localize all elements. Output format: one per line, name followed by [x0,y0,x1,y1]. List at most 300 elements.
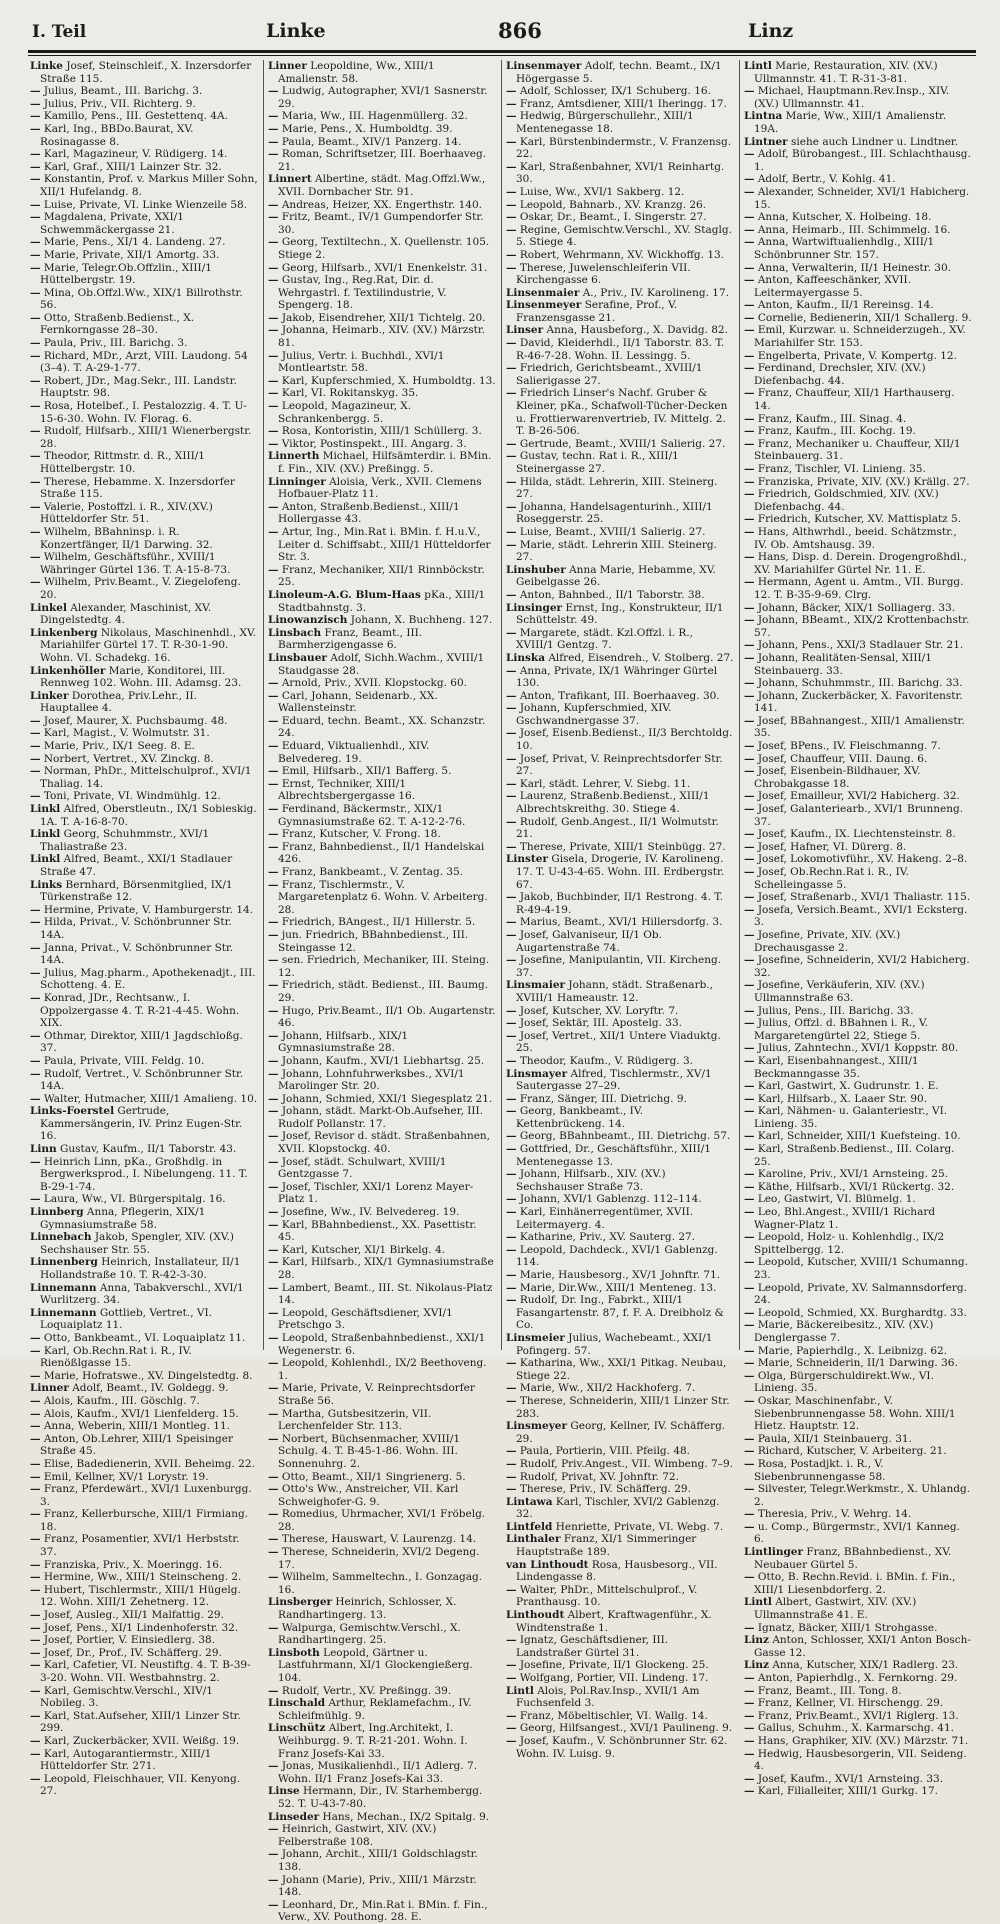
entry-name: — [30,1684,41,1697]
entry-details: Henriette, Private, VI. Webg. 7. [555,1520,724,1533]
directory-entry [268,614,496,627]
entry-name: — [268,1823,279,1836]
directory-entry [268,879,496,917]
directory-entry [744,1596,972,1621]
entry-name: — [506,916,517,929]
entry-name: — [30,1092,41,1105]
directory-entry [506,1055,734,1068]
directory-entry [30,1471,258,1484]
entry-details: Rosa, Kontoristin, XIII/1 Schüllerg. 3. [281,425,482,438]
directory-entry [506,262,734,287]
entry-name: — [744,274,755,287]
directory-entry [506,1206,734,1231]
directory-entry [268,1685,496,1698]
entry-name: — [744,236,755,249]
directory-entry [268,627,496,652]
directory-entry [268,740,496,765]
entry-name: — [268,1243,279,1256]
directory-entry [30,753,258,766]
entry-details: Marie, Hausbesorg., XV/1 Johnftr. 71. [519,1269,721,1281]
directory-entry [268,1030,496,1055]
entry-details: Marie, Priv., IX/1 Seeg. 8. E. [43,740,195,753]
entry-details: Hermine, Ww., XIII/1 Steinscheng. 2. [43,1571,242,1584]
entry-details: Anna, Kutscher, X. Holbeing. 18. [757,211,932,224]
entry-name: — [744,677,755,690]
directory-entry [506,841,734,854]
entry-details: Anna, Heimarb., III. Schimmelg. 16. [757,223,951,236]
directory-entry [30,1370,258,1383]
entry-name: — [268,261,279,274]
entry-details: Adolf, Bertr., V. Kohlg. 41. [757,173,896,186]
entry-name: — [268,777,279,790]
entry-details: Emil, Kellner, XV/1 Lorystr. 19. [43,1470,209,1483]
entry-name: Linthoudt [506,1609,565,1622]
entry-name: Linkl [30,853,61,866]
directory-entry [506,1143,734,1168]
directory-entry [744,1659,972,1672]
entry-name: — [30,991,41,1004]
entry-name: — [506,752,517,765]
directory-entry [30,690,258,715]
entry-name: — [744,1684,755,1697]
directory-entry [744,602,972,615]
directory-entry [30,148,258,161]
entry-name: — [30,286,41,299]
entry-details: Julius, Mag.pharm., Apothekenadjt., III. Schotteng. 4. E. [40,966,256,992]
entry-name: — [30,765,41,778]
directory-entry [506,891,734,916]
entry-name: — [506,815,517,828]
entry-details: siehe auch Lindner u. Lindtner. [791,135,959,148]
entry-details: Rudolf, Dr. Ing., Fabrkt., XIII/1 Fasangartenstr. 87, f. F. A. Dreibholz & Co. [516,1294,724,1332]
entry-name: — [506,1281,517,1294]
entry-details: Gertrude, Beamt., XVIII/1 Salierig. 27. [519,437,726,450]
directory-entry [30,942,258,967]
entry-details: Therese, Private, XIII/1 Steinbügg. 27. [519,840,726,853]
directory-entry [744,1055,972,1080]
directory-entry [744,1697,972,1710]
entry-details: Dorothea, Priv.Lehr., II. Hauptallee 4. [40,689,197,715]
entry-details: Marius, Beamt., XVI/1 Hillersdorfg. 3. [519,916,723,929]
entry-details: Alfred, Beamt., XXI/1 Stadlauer Straße 47. [40,853,233,878]
directory-entry [30,853,258,878]
entry-name: — [268,1621,279,1634]
entry-name: — [268,828,279,841]
entry-name: Linse [268,1785,300,1798]
entry-details: Wilhelm, BBahninsp. i. R. Konzertfänger, II/1 Darwing. 32. [40,525,213,551]
entry-name: Linsboth [268,1646,320,1659]
entry-details: Otto, B. Rechn.Revid. i. BMin. f. Fin., XIII/1 Liesenbdorferg. 2. [754,1571,956,1596]
directory-entry [744,1433,972,1446]
directory-entry [268,1874,496,1899]
entry-name: — [30,1659,41,1672]
directory-entry [744,186,972,211]
entry-name: — [744,639,755,652]
directory-entry [30,350,258,375]
entry-name: — [30,1709,41,1722]
entry-name: — [30,1155,41,1168]
entry-details: Franz, Pferdewärt., XVI/1 Luxenburgg. 3. [40,1483,252,1508]
entry-details: Josef, BPens., IV. Fleischmanng. 7. [757,740,941,753]
entry-details: Karl, Straßenb.Bedienst., III. Colarg. 25. [754,1143,955,1168]
directory-entry [744,576,972,601]
directory-entry [30,1647,258,1660]
entry-details: Leopold, Straßenbahnbedienst., XXI/1 Wegenerstr. 6. [278,1331,486,1357]
directory-entry [268,690,496,715]
directory-entry [268,1307,496,1332]
directory-entry [30,1735,258,1748]
directory-entry [268,1256,496,1281]
directory-entry [506,790,734,815]
entry-details: Anton, Kaffeeschänker, XVII. Leitermayergasse 5. [754,274,912,299]
entry-name: — [506,1470,517,1483]
directory-entry [30,1571,258,1584]
entry-name: — [744,185,755,198]
directory-entry [506,979,734,1004]
entry-details: Alexander, Maschinist, XV. Dingelstedtg. 4. [40,601,212,627]
entry-details: Leopold, Kutscher, XVIII/1 Schumanng. 23. [754,1256,968,1281]
directory-entry [744,526,972,551]
entry-name: — [268,437,279,450]
entry-name: — [744,1785,755,1798]
entry-details: Marie, Ww., XII/2 Hackhoferg. 7. [519,1382,696,1395]
entry-details: Janna, Privat., V. Schönbrunner Str. 14A. [40,941,234,967]
entry-details: Josef, Pens., XI/1 Lindenhoferstr. 32. [43,1621,239,1634]
directory-entry [506,501,734,526]
entry-details: Leopold, Schmied, XX. Burghardtg. 33. [757,1306,967,1319]
directory-entry [268,123,496,136]
entry-details: Anna, Weberin, XIII/1 Montleg. 11. [43,1420,230,1433]
entry-details: Wolfgang, Portier, VII. Lindeng. 17. [519,1672,709,1684]
directory-entry [30,1433,258,1458]
entry-name: — [268,85,279,98]
entry-name: — [268,374,279,387]
entry-name: Linsmeier [506,1331,565,1344]
directory-entry [30,665,258,690]
column-1 [30,60,258,1798]
entry-details: Alfred, Eisendreh., V. Stolberg. 27. [548,651,734,664]
entry-details: Gertrude, Kammersängerin, IV. Prinz Eugen-Str. 16. [40,1105,243,1143]
entry-details: Norbert, Vertret., XV. Zinckg. 8. [43,752,214,765]
entry-name: — [30,1634,41,1647]
entry-details: Georg, BBahnbeamt., III. Dietrichg. 57. [519,1130,731,1143]
directory-entry [268,1332,496,1357]
entry-name: — [744,173,755,186]
directory-entry [268,1206,496,1219]
entry-name: — [506,248,517,261]
entry-name: — [30,1369,41,1382]
entry-details: Paula, Portierin, VIII. Pfeilg. 48. [519,1445,691,1458]
entry-details: Adolf, Schlosser, IX/1 Schuberg. 16. [519,85,711,98]
entry-details: Viktor, Postinspekt., III. Angarg. 3. [281,437,467,450]
entry-name: — [268,122,279,135]
entry-name: Lintna [744,110,783,123]
part-label: I. Teil [32,22,87,42]
directory-entry [744,803,972,828]
entry-name: — [744,752,755,765]
directory-entry [268,1483,496,1508]
entry-details: Oskar, Dr., Beamt., I. Singerstr. 27. [519,211,707,224]
directory-entry [30,1105,258,1143]
entry-name: — [30,1193,41,1206]
entry-name: — [30,500,41,513]
directory-entry [506,1269,734,1282]
directory-entry [506,1659,734,1672]
entry-details: Hans, Althwrhdl., beeid. Schätzmstr., IV. Ob. Amtshausg. 39. [754,525,957,551]
directory-entry [744,929,972,954]
directory-entry [30,1345,258,1370]
entry-details: Gustav, techn. Rat i. R., XIII/1 Steinergasse 27. [516,450,679,475]
entry-name: — [744,311,755,324]
entry-details: Otto, Beamt., XII/1 Singrienerg. 5. [281,1470,466,1483]
directory-entry [506,1231,734,1244]
entry-details: Leopoldine, Ww., XIII/1 Amalienstr. 58. [278,60,435,85]
entry-name: — [744,551,755,564]
entry-name: — [506,1092,517,1105]
entry-name: — [30,173,41,186]
directory-entry [506,753,734,778]
entry-name: — [744,1306,755,1319]
entry-name: — [744,1143,755,1156]
entry-name: — [268,878,279,891]
entry-details: Josefine, Manipulantin, VII. Kircheng. 37. [516,954,722,979]
entry-details: Karl, Autogarantiermstr., XIII/1 Hütteldorfer Str. 271. [40,1747,212,1773]
directory-entry [506,652,734,665]
directory-entry [506,1672,734,1685]
entry-details: Paula, Private, VIII. Feldg. 10. [43,1054,205,1067]
entry-details: Gisela, Drogerie, IV. Karolineng. 17. T. U-43-4-65. Wohn. III. Erdbergstr. 67. [516,853,725,891]
directory-entry [268,438,496,451]
directory-entry [744,236,972,261]
directory-entry [30,790,258,803]
directory-entry [744,1710,972,1723]
directory-entry [30,375,258,400]
directory-entry [744,1168,972,1181]
entry-name: Lintl [744,1596,772,1609]
entry-name: — [506,1231,517,1244]
directory-entry [30,1483,258,1508]
directory-entry [268,1357,496,1382]
directory-entry [268,1156,496,1181]
directory-entry [744,1685,972,1698]
entry-details: Anton, Ob.Lehrer, XIII/1 Speisinger Straße 45. [40,1432,233,1458]
entry-name: — [30,740,41,753]
entry-name: — [30,714,41,727]
entry-details: Franz, Bahnbedienst., II/1 Handelskai 426. [278,840,485,866]
entry-details: Marie, Konditorei, III. Rennweg 102. Wohn. III. Adamsg. 23. [40,664,242,690]
directory-entry [744,438,972,463]
directory-entry [268,1533,496,1546]
entry-details: Josef, Tischler, XXI/1 Lorenz Mayer-Platz 1. [278,1180,474,1206]
entry-name: — [744,1508,755,1521]
directory-entry [506,1685,734,1710]
directory-entry [506,954,734,979]
directory-entry [506,249,734,262]
entry-name: — [30,1067,41,1080]
directory-entry [506,337,734,362]
entry-details: Bernhard, Börsenmitglied, IX/1 Türkenstraße 12. [40,878,233,904]
entry-details: Hans, Graphiker, XIV. (XV.) Märzstr. 71. [757,1734,969,1747]
directory-entry [506,1168,734,1193]
entry-details: Franziska, Private, XIV. (XV.) Krällg. 27. [757,475,970,488]
entry-name: — [744,1457,755,1470]
entry-name: — [506,135,517,148]
entry-details: Therese, Juwelenschleiferin VII. Kirchengasse 6. [516,261,691,287]
entry-details: Josef, städt. Schulwart, XVIII/1 Gentzgasse 7. [278,1155,447,1181]
entry-name: — [268,274,279,287]
directory-entry [30,1193,258,1206]
directory-entry [744,513,972,526]
directory-entry [506,816,734,841]
entry-details: Julius, Zahntechn., XVI/1 Koppstr. 80. [757,1042,959,1055]
entry-name: — [506,891,517,904]
entry-details: A., Priv., IV. Karolineng. 17. [582,286,730,299]
entry-name: Lintfeld [506,1520,553,1533]
entry-name: — [744,840,755,853]
entry-details: Julius, Vertr. i. Buchhdl., XVI/1 Montleartstr. 58. [278,349,445,375]
column-divider [739,60,740,1350]
directory-entry [268,425,496,438]
entry-details: Friedrich, Gerichtsbeamt., XVIII/1 Salierigasse 27. [516,362,703,387]
entry-details: Josefine, Private, II/1 Glockeng. 25. [519,1659,709,1672]
directory-entry [30,110,258,123]
directory-entry [30,1256,258,1281]
entry-details: Alfred, Tischlermstr., XV/1 Sautergasse 27–29. [516,1067,712,1093]
directory-entry [506,98,734,111]
entry-details: Josef, Revisor d. städt. Straßenbahnen, XVII. Klopstockg. 40. [278,1130,491,1156]
entry-details: Anna, Wartwiftualienhdlg., XIII/1 Schönbrunner Str. 157. [754,236,935,261]
directory-entry [268,324,496,349]
entry-details: Josef, Emailleur, XVI/2 Habicherg. 32. [757,790,960,803]
entry-details: Franz, BBahnbedienst., XV. Neubauer Gürtel 5. [754,1546,952,1571]
directory-entry [744,350,972,363]
entry-name: — [744,1697,755,1710]
directory-entry [268,1571,496,1596]
directory-entry [506,1105,734,1130]
entry-name: — [268,954,279,967]
directory-entry [30,1659,258,1684]
directory-entry [744,1748,972,1773]
directory-entry [268,979,496,1004]
directory-entry [506,85,734,98]
entry-name: — [744,1042,755,1055]
directory-entry [744,148,972,173]
entry-name: — [744,1734,755,1747]
entry-details: Paula, Priv., III. Barichg. 3. [43,337,188,350]
entry-name: Linsmaier [506,979,566,992]
entry-details: Leopold, Fleischhauer, VII. Kenyong. 27. [40,1772,241,1798]
entry-name: — [506,1722,517,1735]
directory-entry [268,866,496,879]
directory-entry [30,1634,258,1647]
entry-name: — [30,1571,41,1584]
entry-details: Josef, Kaufm., V. Schönbrunner Str. 62. Wohn. IV. Luisg. 9. [516,1734,728,1760]
entry-name: Linoleum-A.G. Blum-Haas [268,588,421,601]
entry-name: Linner [30,1382,69,1395]
entry-details: Cornelie, Bedienerin, XII/1 Schallerg. 9. [757,311,972,324]
entry-details: Johann, XVI/1 Gablenzg. 112–114. [519,1193,702,1206]
directory-entry [268,501,496,526]
entry-name: Lintner [744,135,788,148]
entry-name: — [744,1520,755,1533]
directory-entry [506,1244,734,1269]
entry-name: — [30,1583,41,1596]
entry-details: Johann (Marie), Priv., XIII/1 Märzstr. 148. [278,1873,477,1899]
directory-entry [30,1584,258,1609]
entry-details: Hedwig, Bürgerschullehr., XIII/1 Mentenegasse 18. [516,110,694,135]
directory-entry [744,1282,972,1307]
entry-details: Friedrich, Kutscher, XV. Mattisplatz 5. [757,513,962,526]
entry-details: Richard, Kutscher, V. Arbeiterg. 21. [757,1445,947,1458]
entry-details: Katharine, Priv., XV. Sauterg. 27. [519,1231,696,1244]
entry-details: Karl, Kutscher, XI/1 Birkelg. 4. [281,1243,446,1256]
directory-entry [506,1533,734,1558]
entry-name: Linnebach [30,1231,92,1244]
entry-name: — [744,1722,755,1735]
entry-name: — [268,1054,279,1067]
directory-entry [744,1546,972,1571]
directory-entry [744,1634,972,1659]
directory-entry [506,1030,734,1055]
entry-details: Albert, Ing.Architekt, I. Weihburgg. 9. T. R-21-201. Wohn. I. Franz Josefs-Kai 33. [278,1722,468,1760]
directory-entry [506,299,734,324]
directory-entry [268,1471,496,1484]
directory-entry [506,929,734,954]
directory-entry [744,652,972,677]
directory-entry [30,161,258,174]
entry-details: Friedrich, städt. Bedienst., III. Baumg. 29. [278,979,489,1004]
page-number: 866 [498,18,542,43]
entry-details: sen. Friedrich, Mechaniker, III. Steing. 12. [278,954,490,979]
entry-name: — [744,148,755,161]
entry-name: — [506,702,517,715]
entry-name: — [744,488,755,501]
directory-entry [744,60,972,85]
column-2 [268,60,496,1924]
entry-name: — [268,198,279,211]
directory-entry [744,1395,972,1433]
entry-name: — [506,1105,517,1118]
directory-entry [30,967,258,992]
entry-name: Linsbach [268,626,322,639]
entry-details: Karl, Filialleiter, XIII/1 Gurkg. 17. [757,1785,938,1798]
directory-entry [506,186,734,199]
entry-name: — [268,1256,279,1269]
directory-entry [506,702,734,727]
entry-details: Rosa, Hausbesorg., VII. Lindengasse 8. [516,1558,718,1584]
directory-entry [30,1382,258,1395]
entry-name: — [744,223,755,236]
entry-details: Josefine, Ww., IV. Belvedereg. 19. [281,1206,460,1219]
directory-entry [744,1231,972,1256]
directory-entry [268,60,496,85]
entry-name: — [30,311,41,324]
entry-details: Otto, Bankbeamt., VI. Loquaiplatz 11. [43,1331,246,1344]
entry-details: Marie, Restauration, XIV. (XV.) Ullmannstr. 41. T. R-31-3-81. [754,60,938,85]
entry-details: Johann, Kaufm., XVI/1 Liebhartsg. 25. [281,1054,485,1067]
entry-name: Linschald [268,1697,326,1710]
entry-name: — [506,689,517,702]
entry-name: — [30,85,41,98]
directory-entry [744,690,972,715]
entry-details: Josef, Chauffeur, VIII. Daung. 6. [757,752,928,765]
entry-details: Franz, XI/1 Simmeringer Hauptstraße 189. [516,1533,697,1559]
entry-details: Albertine, städt. Mag.Offzl.Ww., XVII. Dornbacher Str. 91. [278,173,486,198]
entry-details: Josef, Galanteriearb., XVI/1 Brunneng. 37. [754,803,964,828]
directory-entry [744,1080,972,1093]
directory-entry [506,1471,734,1484]
directory-entry [506,136,734,161]
